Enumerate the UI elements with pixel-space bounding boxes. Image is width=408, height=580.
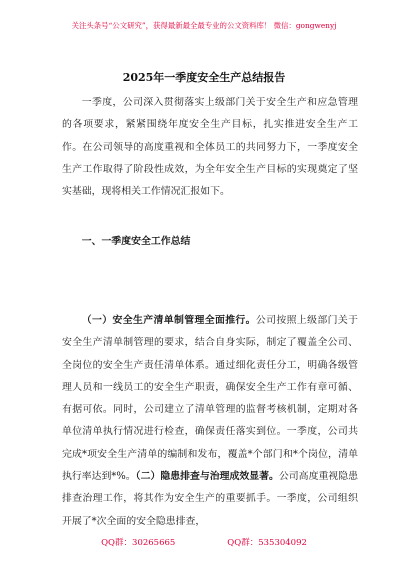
item2-label: （二）隐患排查与治理成效显著。: [135, 471, 279, 483]
section-heading: 一、一季度安全工作总结: [81, 236, 191, 247]
item1-label: （一）安全生产清单制管理全面推行。: [81, 315, 256, 326]
promo-banner: 关注头条号“公文研究”，获得最新最全最专业的公文资料库！ 微信：gongwenyj: [71, 21, 337, 30]
footer-qq-group-1: QQ群：30265665: [101, 538, 176, 548]
intro-paragraph: 一季度，公司深入贯彻落实上级部门关于安全生产和应急管理的各项要求，紧紧围绕年度安全生产目标，扎实推进安全生产工作。在公司领导的高度重视和全体员工的共同努力下，一季度安全生产工作取得了阶段性成效，为全年安全生产目标的实现奠定了坚实基础，现将相关工作情况汇报如下。: [62, 97, 358, 198]
footer-contacts: [0, 536, 408, 548]
item1-text: 公司按照上级部门关于安全生产清单制管理的要求，结合自身实际，制定了覆盖全公司、全岗位的安全生产责任清单体系。通过细化责任分工，明确各级管理人员和一线员工的安全生产职责，确保安全生产工作有章可循、有据可依。同时，公司建立了清单管理的监督考核机制，定期对各单位清单执行情况进行检查，确保责任落实到位。一季度，公司共完成*项安全生产清单的编制和发布，覆盖*个部门和*个岗位，清单执行率达到*%。: [62, 315, 358, 483]
footer-qq-group-2: QQ群：535304092: [227, 538, 307, 548]
item2-text: 公司高度重视隐患排查治理工作，将其作为安全生产的重要抓手。一季度，公司组织开展了*次全面的安全隐患排查，: [62, 471, 358, 527]
section-body-paragraph: [62, 310, 358, 533]
document-title: 2025年一季度安全生产总结报告: [122, 71, 286, 84]
